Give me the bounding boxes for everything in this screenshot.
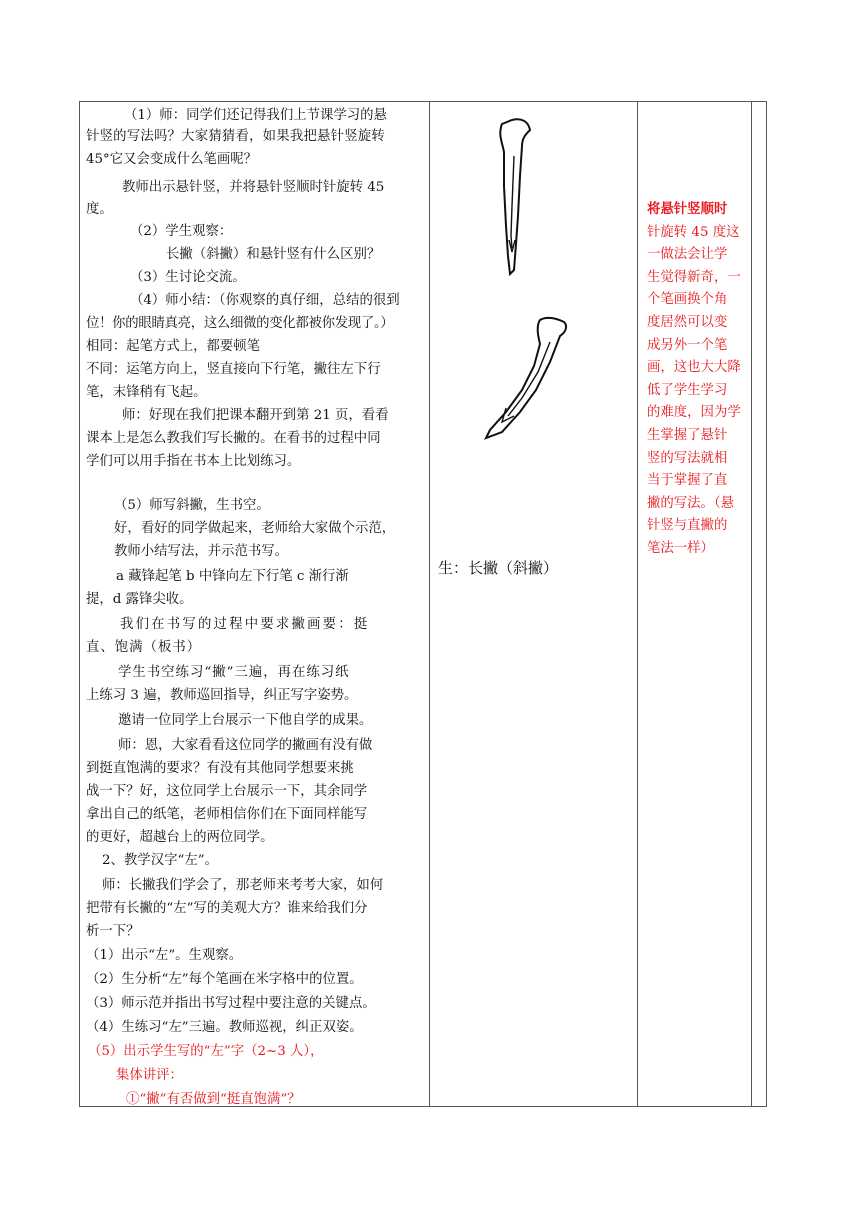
- column-divider-2: [637, 102, 638, 1106]
- text-line: 笔，末锋稍有飞起。: [86, 385, 207, 400]
- text-line: 师：恩，大家看看这位同学的撇画有没有做: [118, 738, 373, 753]
- intent-line: 生觉得新奇，一: [647, 269, 741, 285]
- intent-line: 针旋转 45 度这: [647, 224, 740, 240]
- text-line: （5）师写斜撇，生书空。: [114, 498, 270, 513]
- text-line: 不同：运笔方向上，竖直接向下行笔，撇往左下行: [86, 362, 381, 377]
- text-line: 学们可以用手指在书本上比划练习。: [86, 454, 301, 469]
- text-line: 课本上是怎么教我们写长撇的。在看书的过程中同: [86, 431, 381, 446]
- text-line: a 藏锋起笔 b 中锋向左下行笔 c 渐行渐: [116, 569, 349, 584]
- text-line: （3）生讨论交流。: [130, 270, 246, 285]
- intent-line: 画，这也大大降: [647, 360, 741, 376]
- column-divider-1: [429, 102, 430, 1106]
- text-line: 邀请一位同学上台展示一下他自学的成果。: [118, 713, 373, 728]
- intent-line: 一做法会让学: [647, 247, 728, 263]
- text-line: 提，d 露锋尖收。: [86, 592, 193, 607]
- design-intent-column: [647, 198, 763, 561]
- text-line: （1）出示“左”。生观察。: [86, 948, 243, 963]
- text-line: 好，看好的同学做起来，老师给大家做个示范，: [114, 521, 396, 536]
- text-line: 度。: [86, 202, 113, 217]
- text-line: 的更好，超越台上的两位同学。: [86, 830, 274, 845]
- text-line: （4）生练习“左”三遍。教师巡视，纠正双姿。: [86, 1020, 363, 1035]
- text-line: 师：长撇我们学会了，那老师来考考大家，如何: [102, 878, 384, 893]
- text-line: 学生书空练习“撇”三遍，再在练习纸: [118, 665, 350, 680]
- intent-line: 针竖与直撇的: [647, 518, 728, 534]
- text-line: 把带有长撇的“左”写的美观大方？谁来给我们分: [86, 901, 368, 916]
- vertical-stroke-image: [492, 116, 542, 276]
- text-line: 战一下？好，这位同学上台展示一下，其余同学: [86, 784, 368, 799]
- intent-line: [647, 198, 763, 222]
- student-stroke-label: 生：长撇（斜撇）: [438, 559, 559, 577]
- intent-line: 的难度，因为学: [647, 405, 741, 421]
- text-line: 2、教学汉字“左”。: [102, 853, 218, 868]
- text-line: 析一下？: [86, 924, 140, 939]
- text-line: 直、饱满（板书）: [86, 640, 202, 655]
- text-line: （1）师：同学们还记得我们上节课学习的悬: [124, 108, 387, 123]
- text-line: 针竖的写法吗？大家猜猜看，如果我把悬针竖旋转: [86, 129, 385, 144]
- text-line: 拿出自己的纸笔，老师相信你们在下面同样能写: [86, 807, 368, 822]
- intent-line: 竖的写法就相: [647, 450, 728, 466]
- slanted-stroke-image: [480, 312, 580, 442]
- text-line: （5）出示学生写的“左”字（2~3 人），: [88, 1044, 324, 1059]
- text-line: 集体讲评：: [116, 1068, 183, 1083]
- text-line: 教师小结写法，并示范书写。: [114, 544, 289, 559]
- text-line: 上练习 3 遍，教师巡回指导，纠正写字姿势。: [86, 688, 358, 703]
- text-line: 到挺直饱满的要求？有没有其他同学想要来挑: [86, 761, 354, 776]
- text-line: （4）师小结：（你观察的真仔细，总结的很到: [130, 293, 400, 308]
- text-line: 师：好现在我们把课本翻开到第 21 页，看看: [122, 408, 389, 423]
- intent-line: 生掌握了悬针: [647, 427, 728, 443]
- intent-line: 低了学生学习: [647, 382, 728, 398]
- text-line: 我们在书写的过程中要求撇画要：挺: [120, 617, 370, 632]
- intent-line: 笔法一样）: [647, 540, 714, 556]
- intent-line: 撇的写法。（悬: [647, 495, 735, 511]
- intent-line: 当于掌握了直: [647, 473, 728, 489]
- text-line: 教师出示悬针竖，并将悬针竖顺时针旋转 45: [122, 180, 385, 195]
- text-line: （2）学生观察：: [130, 224, 233, 239]
- intent-first-line: 将悬针竖顺时: [647, 201, 728, 217]
- intent-line: 度居然可以变: [647, 314, 728, 330]
- text-line: （2）生分析“左”每个笔画在米字格中的位置。: [86, 972, 363, 987]
- text-line: 长撇（斜撇）和悬针竖有什么区别？: [166, 247, 381, 262]
- text-line: 45°它又会变成什么笔画呢？: [86, 152, 258, 167]
- intent-line: 成另外一个笔: [647, 337, 728, 353]
- intent-line: 个笔画换个角: [647, 292, 728, 308]
- text-line: （3）师示范并指出书写过程中要注意的关键点。: [86, 996, 376, 1011]
- text-line: ①“撇”有否做到“挺直饱满”？: [126, 1092, 301, 1107]
- text-line: 相同：起笔方式上，都要顿笔: [86, 339, 261, 354]
- lesson-table: [79, 101, 767, 1107]
- text-line: 位！你的眼睛真亮，这么细微的变化都被你发现了。）: [86, 316, 394, 331]
